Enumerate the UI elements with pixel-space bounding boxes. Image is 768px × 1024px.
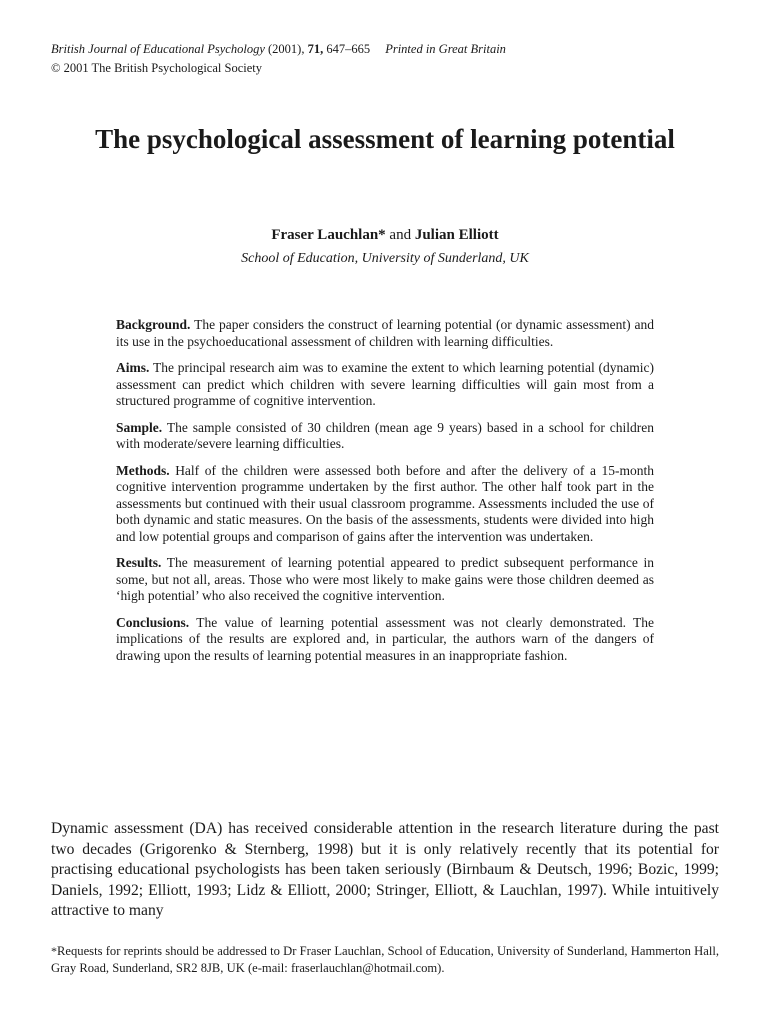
author-1: Fraser Lauchlan* (271, 227, 386, 243)
abstract-background (116, 317, 654, 350)
author-conjunction: and (389, 227, 412, 243)
abstract-sample (116, 420, 654, 453)
abstract-results (116, 555, 654, 605)
author-line (0, 227, 768, 244)
abstract-text: The value of learning potential assessment was not clearly demonstrated. The implications of the results are explored and, in particular, the authors warn of the dangers of drawing upon the results of learning potential measures in an inappropriate fashion. (116, 614, 654, 663)
abstract-heading: Results. (116, 555, 162, 570)
abstract (116, 317, 654, 674)
journal-pages: 647–665 (326, 42, 371, 56)
abstract-heading: Sample. (116, 419, 163, 435)
abstract-text: The measurement of learning potential appeared to predict subsequent performance in some, but not all, areas. Those who were most likely to make gains were those children deemed as ‘high potential’ who also received the cognitive intervention. (116, 555, 654, 603)
abstract-text: The paper considers the construct of learning potential (or dynamic assessment) and its use in the psychoeducational assessment of children with learning difficulties. (116, 317, 654, 349)
footnote-text: Requests for reprints should be addressed to Dr Fraser Lauchlan, School of Education, University of Sunderland, Hammerton Hall, Gray Road, Sunderland, SR2 8JB, UK (e-mail: fraserlauchlan@hotmail.com). (51, 944, 719, 975)
citation-line (51, 40, 506, 59)
abstract-methods (116, 463, 654, 546)
journal-volume: 71, (307, 42, 324, 56)
body-paragraph: Dynamic assessment (DA) has received considerable attention in the research literature during the past two decades (Grigorenko & Sternberg, 1998) but it is only relatively recently that its potential for practising educational psychologists has been taken seriously (Birnbaum & Deutsch, 1996; Bozic, 1999; Daniels, 1992; Elliott, 1993; Lidz & Elliott, 2000; Stringer, Elliott, & Lauchlan, 1997). While intuitively attractive to many (51, 820, 719, 919)
affiliation: School of Education, University of Sunderland, UK (241, 251, 529, 266)
abstract-heading: Background. (116, 317, 191, 332)
paper-title: The psychological assessment of learning potential (95, 124, 675, 154)
abstract-heading: Aims. (116, 360, 150, 375)
author-2: Julian Elliott (414, 227, 499, 243)
journal-name: British Journal of Educational Psychology (51, 42, 265, 56)
abstract-heading: Methods. (116, 462, 170, 478)
abstract-aims (116, 360, 654, 410)
copyright-line: © 2001 The British Psychological Society (51, 61, 262, 75)
abstract-conclusions (116, 615, 654, 665)
abstract-text: The sample consisted of 30 children (mean age 9 years) based in a school for children with moderate/severe learning difficulties. (116, 419, 654, 451)
abstract-text: Half of the children were assessed both before and after the delivery of a 15-month cognitive intervention programme undertaken by the first author. The other half took part in the assessments but continued with their usual classroom programme. Assessments included the use of both dynamic and static measures. On the basis of the assessments, students were divided into high and low potential groups and comparison of gains after the intervention was undertaken. (116, 462, 655, 544)
footnote (51, 943, 719, 976)
printed-in: Printed in Great Britain (385, 42, 506, 56)
abstract-heading: Conclusions. (116, 614, 190, 630)
footnote-mark: * (51, 944, 57, 958)
abstract-text: The principal research aim was to examine the extent to which learning potential (dynamic) assessment can predict which children with severe learning difficulties will gain most from a structured programme of cognitive intervention. (116, 360, 654, 408)
journal-header (51, 40, 506, 78)
journal-year: (2001), (268, 42, 305, 56)
